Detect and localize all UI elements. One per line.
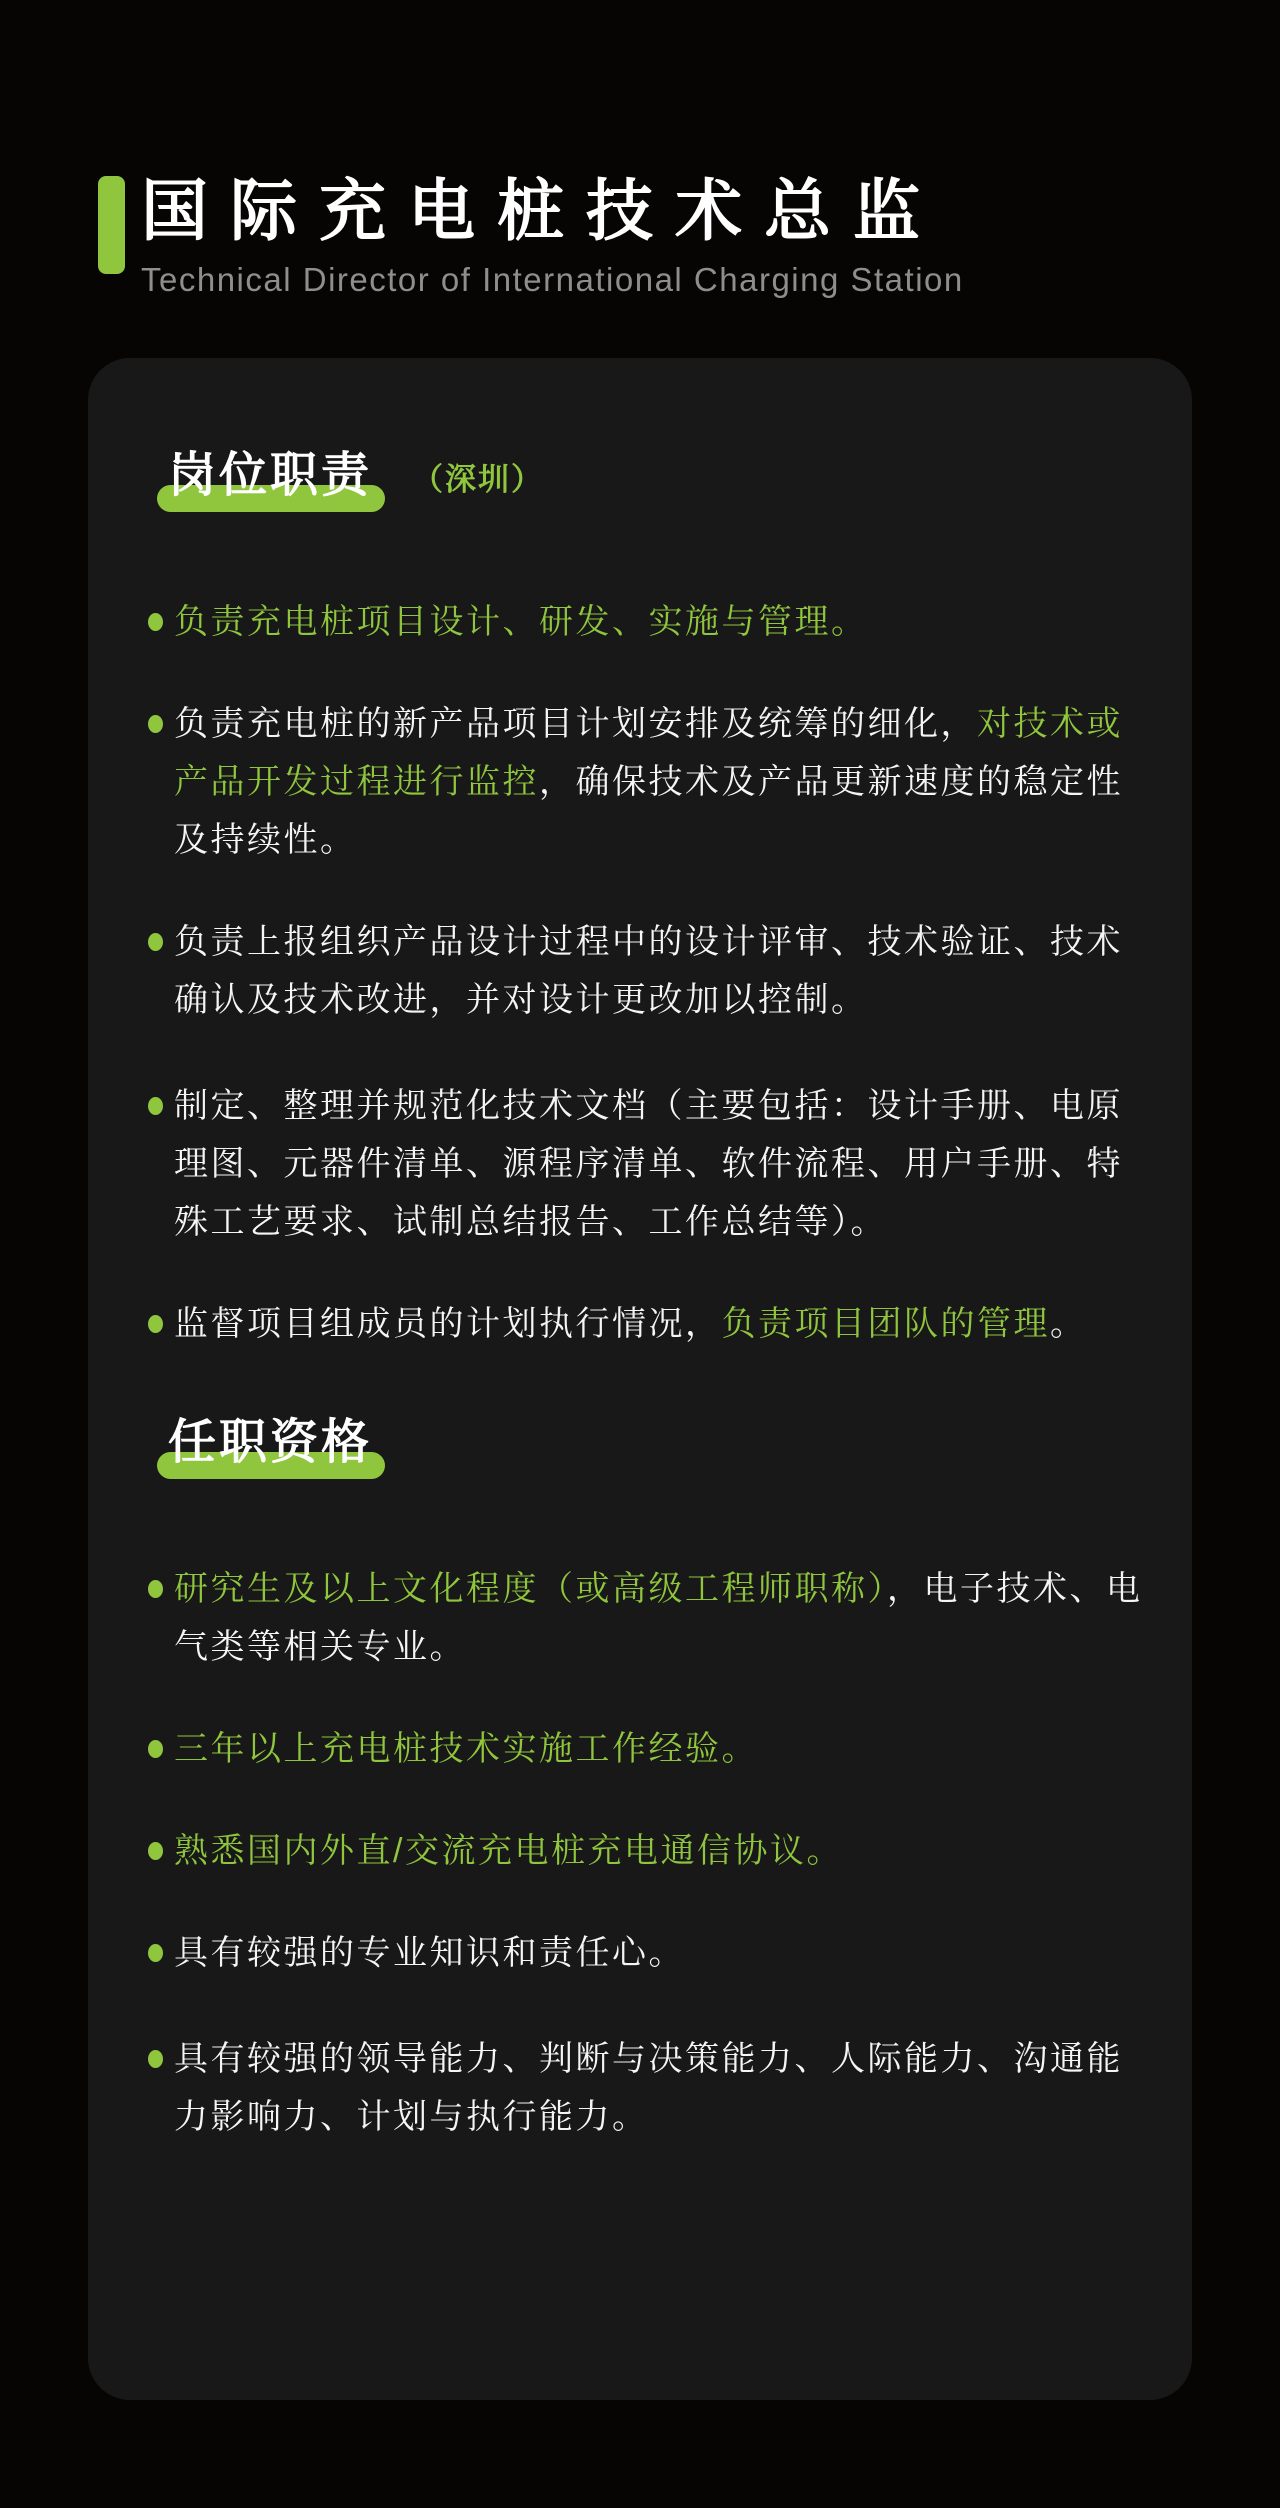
text-segment: 负责上报组织产品设计过程中的设计评审、技术验证、技术确认及技术改进，并对设计更改加以控制。 [174,922,1123,1019]
page-subtitle: Technical Director of International Charging Station [141,261,964,298]
text-segment: 制定、整理并规范化技术文档（主要包括：设计手册、电原理图、元器件清单、源程序清单、软件流程、用户手册、特殊工艺要求、试制总结报告、工作总结等）。 [174,1086,1123,1241]
bullet-dot-icon [148,1842,163,1860]
list-item-text [174,913,1146,1029]
text-segment: 具有较强的专业知识和责任心。 [174,1933,685,1972]
text-segment: ，确保技术及产品更新速度的稳定性及持续性。 [174,762,1123,859]
qualifications-list [148,1560,1146,2146]
list-item-text [174,593,868,651]
list-item [148,1295,1146,1353]
bullet-dot-icon [148,1944,163,1962]
text-segment: 熟悉国内外直/交流充电桩充电通信协议。 [174,1831,843,1870]
section-title-text: 岗位职责 [168,449,373,502]
text-segment: 三年以上充电桩技术实施工作经验。 [174,1729,758,1768]
page-title: 国际充电桩技术总监 [141,174,942,249]
bullet-dot-icon [148,1315,163,1333]
bullet-dot-icon [148,2050,163,2068]
text-segment: ，电子技术、电气类等相关专业。 [174,1569,1143,1666]
text-segment: 。 [1050,1304,1087,1343]
list-item [148,695,1146,869]
section-title-text: 任职资格 [168,1415,373,1469]
list-item-text [174,1560,1146,1676]
accent-bar-icon [98,176,125,274]
text-segment: 负责项目团队的管理 [721,1304,1050,1343]
text-segment: 具有较强的领导能力、判断与决策能力、人际能力、沟通能力影响力、计划与执行能力。 [174,2039,1123,2136]
bullet-dot-icon [148,933,163,951]
list-item-text [174,2030,1146,2146]
bullet-dot-icon [148,1580,163,1598]
bullet-dot-icon [148,715,163,733]
text-segment: 监督项目组成员的计划执行情况， [174,1304,722,1343]
list-item-text [174,1720,758,1778]
list-item-text [174,1924,685,1982]
highlighted-title [168,450,372,503]
list-item [148,593,1146,651]
section-title-responsibilities [168,450,1146,503]
list-item [148,1560,1146,1676]
text-segment: 负责充电桩的新产品项目计划安排及统筹的细化， [174,704,977,743]
list-item [148,2030,1146,2146]
text-segment: 负责充电桩项目设计、研发、实施与管理。 [174,602,868,641]
text-segment: 研究生及以上文化程度（或高级工程师职称） [174,1569,887,1608]
bullet-dot-icon [148,1740,163,1758]
poster-header [98,176,964,299]
list-item-text [174,1295,1087,1353]
section-title-qualifications [168,1417,1146,1470]
highlighted-title [168,1417,372,1470]
list-item [148,1822,1146,1880]
bullet-dot-icon [148,613,163,631]
job-description-card [88,358,1192,2400]
title-block [141,176,964,299]
list-item-text [174,1077,1146,1251]
text-segment: 对技术或产品开发过程进行监控 [174,704,1123,801]
list-item [148,1924,1146,1982]
list-item [148,913,1146,1029]
section-responsibilities [148,450,1146,1353]
responsibilities-list [148,593,1146,1353]
section-qualifications [148,1417,1146,2146]
list-item-text [174,695,1146,869]
list-item [148,1077,1146,1251]
list-item [148,1720,1146,1778]
location-label: （深圳） [412,461,545,497]
list-item-text [174,1822,843,1880]
bullet-dot-icon [148,1097,163,1115]
